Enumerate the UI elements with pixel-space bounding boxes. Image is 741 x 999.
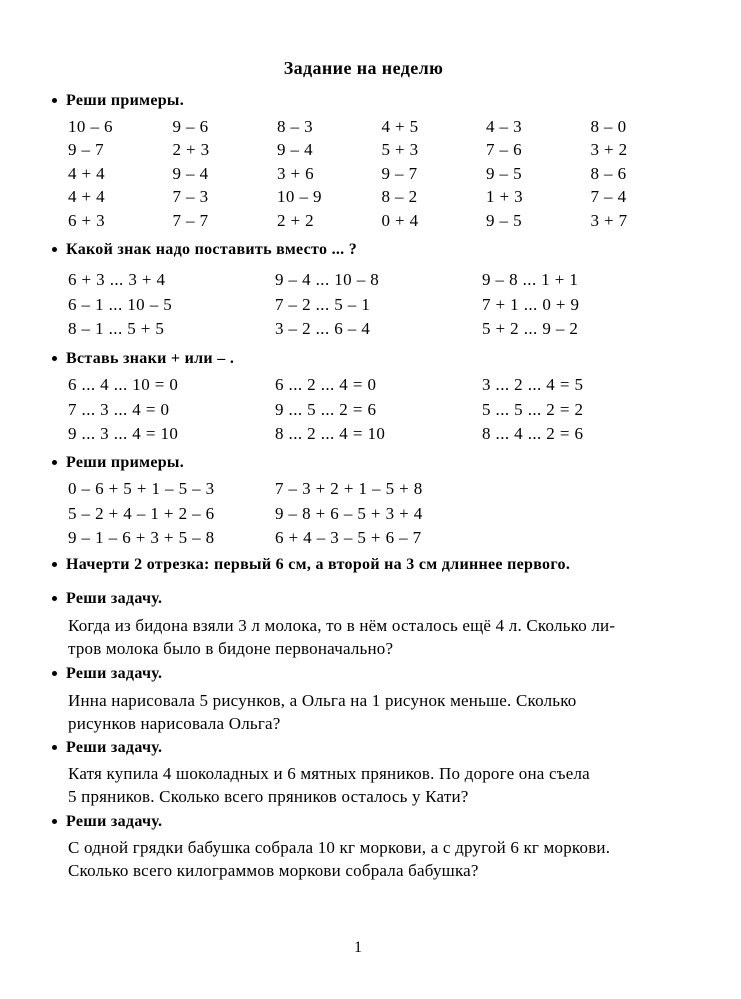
section-word-problem-drawings <box>0 663 741 735</box>
section-header: Реши примеры. <box>66 92 185 109</box>
problem-text <box>68 614 741 660</box>
math-expression: 4 – 3 <box>486 117 522 136</box>
math-expression: 8 – 0 <box>590 117 627 136</box>
section-word-problem-milk <box>0 588 741 660</box>
math-expression: 7 – 3 + 2 + 1 – 5 + 8 <box>275 479 423 498</box>
problem-text <box>68 689 741 735</box>
math-expression: 9 – 4 ... 10 – 8 <box>275 270 380 289</box>
bullet-icon <box>52 596 57 601</box>
insert-signs-grid <box>68 373 741 447</box>
math-expression: 7 – 2 ... 5 – 1 <box>275 294 371 314</box>
page-title: Задание на неделю <box>283 58 444 78</box>
chains-grid <box>68 477 741 551</box>
section-word-problem-carrots <box>0 811 741 882</box>
math-expression: 9 – 1 – 6 + 3 + 5 – 8 <box>68 528 215 548</box>
bullet-icon <box>52 562 57 567</box>
section-header: Реши примеры. <box>66 454 185 471</box>
math-expression: 1 + 3 <box>486 187 524 207</box>
math-expression: 7 – 7 <box>172 210 209 230</box>
math-expression: 9 – 4 <box>172 163 209 183</box>
bullet-icon <box>52 745 57 750</box>
problem-line: С одной грядки бабушка собрала 10 кг моркови, а с другой 6 кг моркови. <box>68 838 611 857</box>
math-expression: 6 – 1 ... 10 – 5 <box>68 294 173 314</box>
section-solve-examples-1 <box>0 90 741 232</box>
math-expression: 7 – 6 <box>486 140 522 160</box>
problem-line: рисунков нарисовала Ольга? <box>68 714 281 733</box>
math-expression: 9 – 7 <box>68 140 104 160</box>
math-expression: 4 + 4 <box>68 163 106 183</box>
math-expression: 9 ... 5 ... 2 = 6 <box>275 399 377 419</box>
math-expression: 3 + 7 <box>590 210 628 230</box>
section-compare-signs <box>0 239 741 342</box>
math-expression: 5 ... 5 ... 2 = 2 <box>482 399 584 419</box>
section-word-problem-gingerbread <box>0 737 741 808</box>
problem-text <box>68 762 741 808</box>
math-expression: 10 – 9 <box>277 187 322 207</box>
math-expression: 10 – 6 <box>68 117 113 136</box>
page-number: 1 <box>354 939 362 956</box>
bullet-icon <box>52 671 57 676</box>
math-expression: 0 + 4 <box>381 210 419 230</box>
math-expression: 5 – 2 + 4 – 1 + 2 – 6 <box>68 503 215 523</box>
problem-line: Инна нарисовала 5 рисунков, а Ольга на 1 рисунок меньше. Сколько <box>68 691 577 710</box>
section-header: Реши задачу. <box>66 739 163 756</box>
math-expression: 2 + 2 <box>277 210 315 230</box>
math-expression: 8 – 1 ... 5 + 5 <box>68 319 165 339</box>
section-header: Реши задачу. <box>66 590 163 607</box>
math-expression: 3 ... 2 ... 4 = 5 <box>482 375 584 394</box>
math-expression: 8 – 2 <box>381 187 418 207</box>
math-expression: 9 ... 3 ... 4 = 10 <box>68 424 179 444</box>
section-draw-segments <box>0 554 741 576</box>
math-expression: 2 + 3 <box>172 140 210 160</box>
math-expression: 0 – 6 + 5 + 1 – 5 – 3 <box>68 479 215 498</box>
section-header: Реши задачу. <box>66 813 163 830</box>
math-expression: 9 – 8 ... 1 + 1 <box>482 270 579 289</box>
math-expression: 6 + 4 – 3 – 5 + 6 – 7 <box>275 528 422 548</box>
comparisons-grid <box>68 268 741 342</box>
problem-line: Сколько всего килограммов моркови собрала бабушка? <box>68 861 479 880</box>
math-expression: 4 + 4 <box>68 187 106 207</box>
math-expression: 9 – 7 <box>381 163 418 183</box>
math-expression: 5 + 2 ... 9 – 2 <box>482 319 579 339</box>
bullet-icon <box>52 356 57 361</box>
math-expression: 6 ... 4 ... 10 = 0 <box>68 375 179 394</box>
math-expression: 9 – 6 <box>172 117 209 136</box>
math-expression: 7 – 4 <box>590 187 627 207</box>
math-expression: 5 + 3 <box>381 140 419 160</box>
section-header: Реши задачу. <box>66 665 163 682</box>
bullet-icon <box>52 98 57 103</box>
examples-grid <box>68 115 741 232</box>
math-expression: 3 + 6 <box>277 163 315 183</box>
math-expression: 6 + 3 ... 3 + 4 <box>68 270 166 289</box>
math-expression: 8 ... 2 ... 4 = 10 <box>275 424 386 444</box>
math-expression: 6 ... 2 ... 4 = 0 <box>275 375 377 394</box>
section-insert-signs <box>0 348 741 447</box>
math-expression: 9 – 5 <box>486 163 522 183</box>
bullet-icon <box>52 247 57 252</box>
section-header: Начерти 2 отрезка: первый 6 см, а второй на 3 см длиннее первого. <box>66 556 571 573</box>
math-expression: 9 – 4 <box>277 140 313 160</box>
section-header: Вставь знаки + или – . <box>66 350 235 367</box>
math-expression: 8 ... 4 ... 2 = 6 <box>482 424 584 444</box>
problem-line: Катя купила 4 шоколадных и 6 мятных пряников. По дороге она съела <box>68 764 590 783</box>
math-expression: 9 – 5 <box>486 210 522 230</box>
math-expression: 7 ... 3 ... 4 = 0 <box>68 399 170 419</box>
math-expression: 6 + 3 <box>68 210 106 230</box>
problem-line: тров молока было в бидоне первоначально? <box>68 639 394 658</box>
bullet-icon <box>52 819 57 824</box>
bullet-icon <box>52 460 57 465</box>
math-expression: 8 – 3 <box>277 117 313 136</box>
math-expression: 8 – 6 <box>590 163 627 183</box>
math-expression: 9 – 8 + 6 – 5 + 3 + 4 <box>275 503 423 523</box>
section-header: Какой знак надо поставить вместо ... ? <box>66 241 358 258</box>
math-expression: 7 + 1 ... 0 + 9 <box>482 294 580 314</box>
math-expression: 4 + 5 <box>381 117 419 136</box>
problem-text <box>68 836 741 882</box>
math-expression: 7 – 3 <box>172 187 209 207</box>
problem-line: 5 пряников. Сколько всего пряников осталось у Кати? <box>68 787 469 806</box>
math-expression: 3 – 2 ... 6 – 4 <box>275 319 371 339</box>
section-solve-examples-2 <box>0 452 741 551</box>
problem-line: Когда из бидона взяли 3 л молока, то в нём осталось ещё 4 л. Сколько ли- <box>68 616 616 635</box>
math-expression: 3 + 2 <box>590 140 628 160</box>
